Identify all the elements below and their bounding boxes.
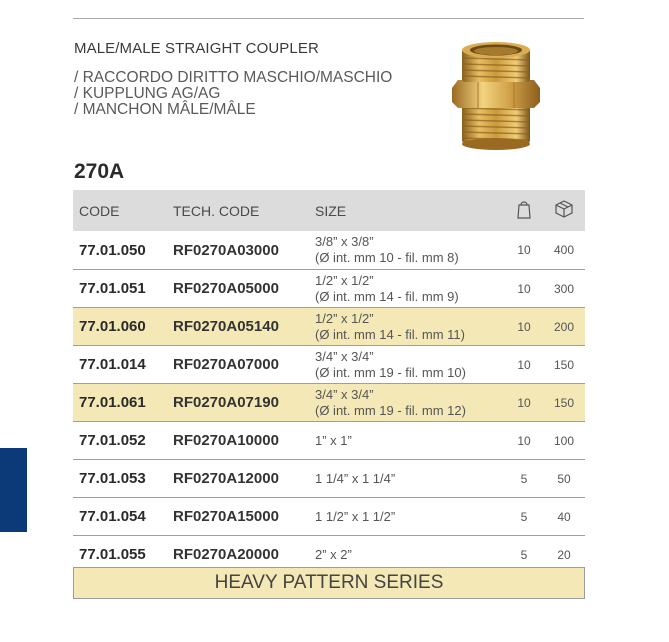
header-tech-code: TECH. CODE (173, 190, 315, 231)
cell-tech-code: RF0270A05000 (173, 270, 315, 308)
box-icon (543, 190, 585, 231)
product-image (448, 40, 544, 152)
size-main: 3/8” x 3/8” (315, 234, 374, 249)
cell-size: 1 1/4” x 1 1/4” (315, 460, 505, 498)
model-number: 270A (74, 160, 125, 183)
top-divider (73, 18, 584, 19)
size-main: 1/2” x 1/2” (315, 310, 374, 326)
cell-bag-qty: 10 (505, 384, 543, 422)
cell-code: 77.01.061 (73, 384, 173, 422)
subtitle-french: / MANCHON MÂLE/MÂLE (74, 101, 256, 118)
cell-box-qty: 20 (543, 536, 585, 574)
cell-code: 77.01.014 (73, 346, 173, 384)
cell-box-qty: 150 (543, 384, 585, 422)
table-row (73, 460, 585, 498)
table-row (73, 308, 585, 346)
cell-box-qty: 100 (543, 422, 585, 460)
cell-bag-qty: 10 (505, 422, 543, 460)
cell-code: 77.01.051 (73, 270, 173, 308)
cell-size (315, 308, 505, 346)
cell-tech-code: RF0270A03000 (173, 231, 315, 270)
product-subtitles (74, 70, 392, 118)
size-main: 1/2” x 1/2” (315, 272, 374, 288)
header-code: CODE (73, 190, 173, 231)
cell-bag-qty: 5 (505, 536, 543, 574)
cell-bag-qty: 10 (505, 308, 543, 346)
size-detail: (Ø int. mm 14 - fil. mm 11) (315, 326, 465, 342)
size-detail: (Ø int. mm 10 - fil. mm 8) (315, 250, 459, 265)
table-row (73, 422, 585, 460)
table-row (73, 231, 585, 270)
product-table (73, 190, 585, 574)
cell-tech-code: RF0270A05140 (173, 308, 315, 346)
cell-tech-code: RF0270A07000 (173, 346, 315, 384)
cell-code: 77.01.053 (73, 460, 173, 498)
cell-size: 2” x 2” (315, 536, 505, 574)
cell-size (315, 346, 505, 384)
size-detail: (Ø int. mm 14 - fil. mm 9) (315, 288, 459, 304)
cell-size (315, 384, 505, 422)
cell-size: 1 1/2” x 1 1/2” (315, 498, 505, 536)
cell-size: 1” x 1” (315, 422, 505, 460)
size-detail: (Ø int. mm 19 - fil. mm 12) (315, 402, 466, 418)
header-size: SIZE (315, 190, 505, 231)
cell-box-qty: 300 (543, 270, 585, 308)
table-row (73, 346, 585, 384)
cell-code: 77.01.060 (73, 308, 173, 346)
table-row (73, 498, 585, 536)
subtitle-german: / KUPPLUNG AG/AG (74, 85, 221, 102)
cell-bag-qty: 5 (505, 498, 543, 536)
cell-bag-qty: 10 (505, 270, 543, 308)
size-main: 3/4” x 3/4” (315, 386, 374, 402)
bag-icon (505, 190, 543, 231)
cell-box-qty: 400 (543, 231, 585, 270)
cell-bag-qty: 10 (505, 231, 543, 270)
cell-tech-code: RF0270A10000 (173, 422, 315, 460)
cell-box-qty: 200 (543, 308, 585, 346)
size-main: 3/4” x 3/4” (315, 348, 374, 364)
cell-code: 77.01.054 (73, 498, 173, 536)
cell-box-qty: 150 (543, 346, 585, 384)
cell-tech-code: RF0270A12000 (173, 460, 315, 498)
side-tab (0, 448, 27, 532)
cell-box-qty: 50 (543, 460, 585, 498)
cell-tech-code: RF0270A15000 (173, 498, 315, 536)
cell-code: 77.01.050 (73, 231, 173, 270)
cell-tech-code: RF0270A07190 (173, 384, 315, 422)
size-detail: (Ø int. mm 19 - fil. mm 10) (315, 364, 466, 380)
cell-bag-qty: 5 (505, 460, 543, 498)
cell-code: 77.01.055 (73, 536, 173, 574)
subtitle-italian: / RACCORDO DIRITTO MASCHIO/MASCHIO (74, 69, 393, 86)
cell-tech-code: RF0270A20000 (173, 536, 315, 574)
cell-bag-qty: 10 (505, 346, 543, 384)
cell-code: 77.01.052 (73, 422, 173, 460)
cell-size (315, 231, 505, 270)
series-label: HEAVY PATTERN SERIES (73, 567, 585, 599)
table-header-row (73, 190, 585, 231)
product-title: MALE/MALE STRAIGHT COUPLER (74, 40, 319, 57)
cell-box-qty: 40 (543, 498, 585, 536)
cell-size (315, 270, 505, 308)
table-row (73, 270, 585, 308)
table-row (73, 384, 585, 422)
